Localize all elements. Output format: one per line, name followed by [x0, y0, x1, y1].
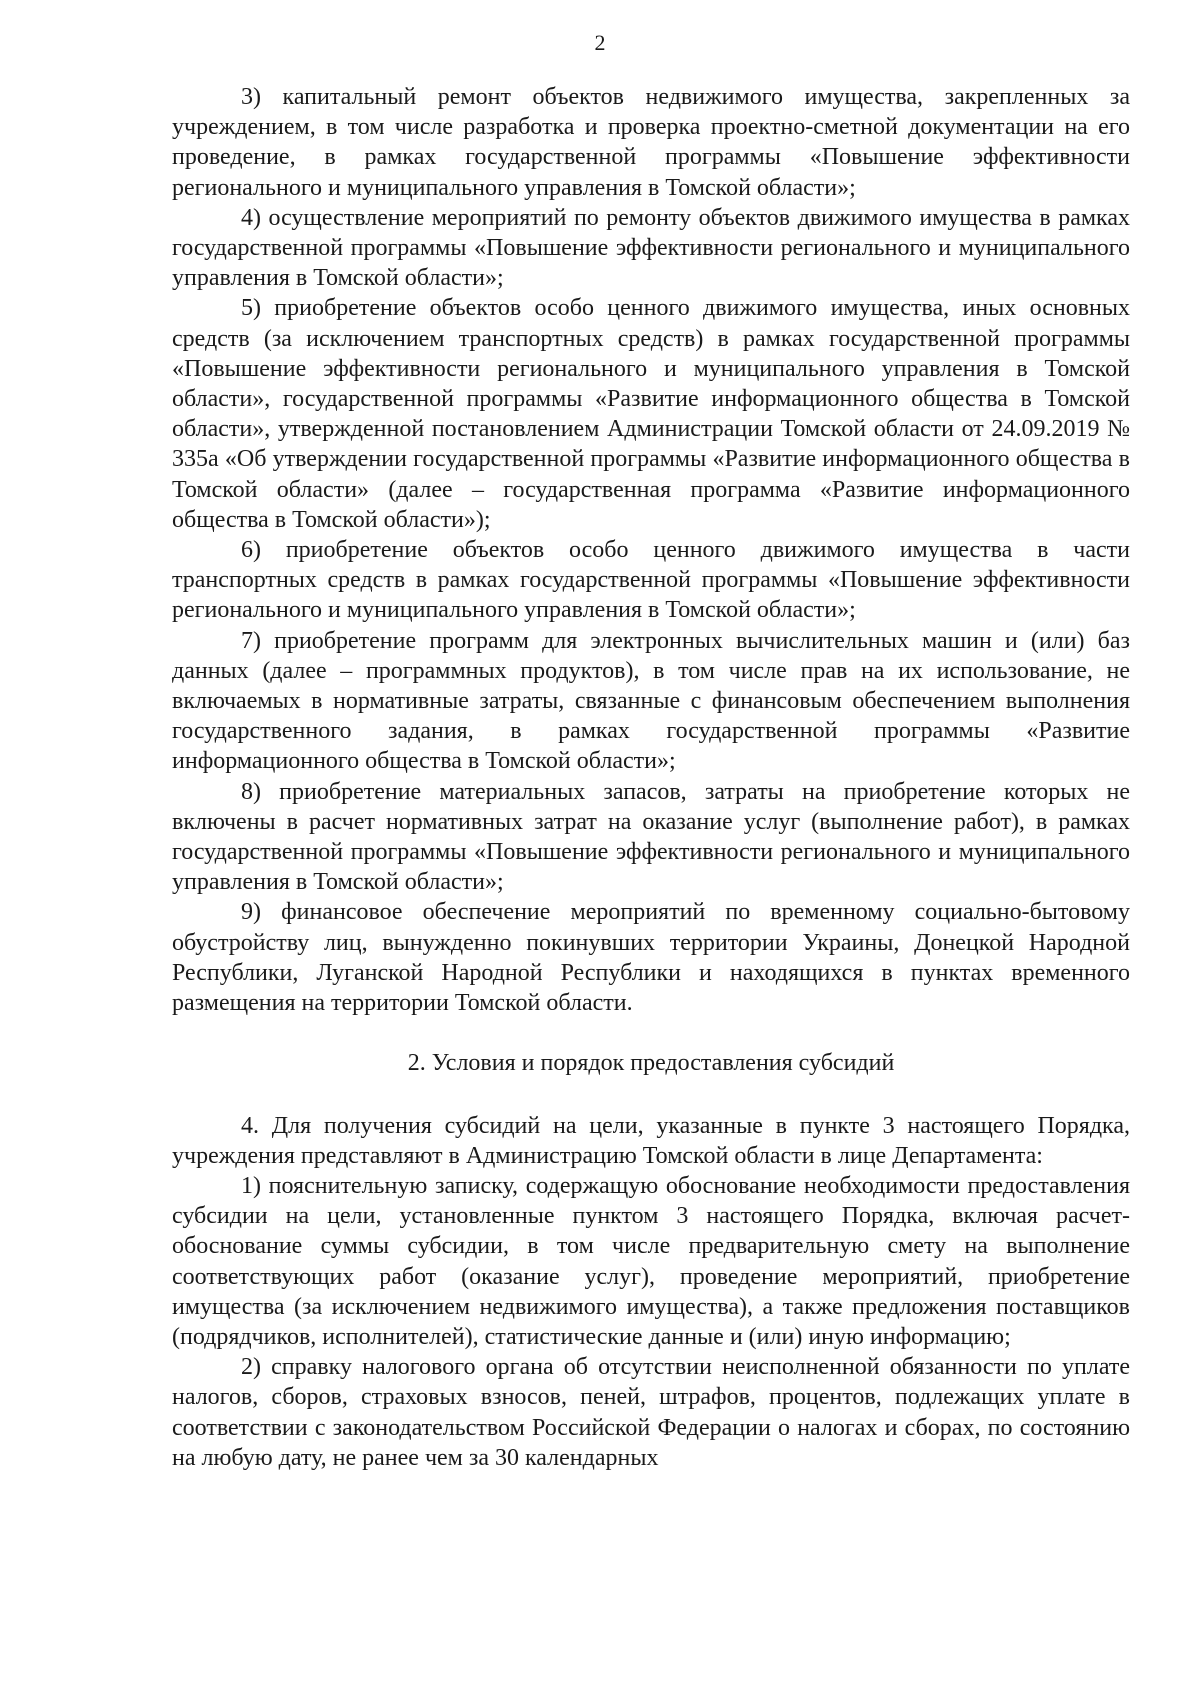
paragraph-clause-4: 4. Для получения субсидий на цели, указанные в пункте 3 настоящего Порядка, учреждения представляют в Администрацию Томской области в лице Департамента:: [172, 1112, 1130, 1169]
page-number: 2: [594, 30, 606, 55]
paragraph-item-3: 3) капитальный ремонт объектов недвижимого имущества, закрепленных за учреждением, в том числе разработка и проверка проектно-сметной документации на его проведение, в рамках государственной программы «Повышение эффективности регионального и муниципального управления в Томской области»;: [172, 84, 1130, 201]
document-body: [172, 82, 1130, 1473]
paragraph-item-4: 4) осуществление мероприятий по ремонту объектов движимого имущества в рамках государственной программы «Повышение эффективности регионального и муниципального управления в Томской области»;: [172, 204, 1130, 292]
paragraph-item-5: 5) приобретение объектов особо ценного движимого имущества, иных основных средств (за исключением транспортных средств) в рамках государственной программы «Повышение эффективности регионального и муниципального управления в Томской области», государственной программы «Развитие информационного общества в Томской области», утвержденной постановлением Администрации Томской области от 24.09.2019 № 335а «Об утверждении государственной программы «Развитие информационного общества в Томской области» (далее – государственная программа «Развитие информационного общества в Томской области»);: [172, 295, 1130, 533]
paragraph-item-9: 9) финансовое обеспечение мероприятий по временному социально-бытовому обустройству лиц, вынужденно покинувших территории Украины, Донецкой Народной Республики, Луганской Народной Республики и находящихся в пунктах временного размещения на территории Томской области.: [172, 899, 1130, 1017]
section-heading: 2. Условия и порядок предоставления субсидий: [407, 1050, 895, 1077]
paragraph-subitem-2: 2) справку налогового органа об отсутствии неисполненной обязанности по уплате налогов, сборов, страховых взносов, пеней, штрафов, процентов, подлежащих уплате в соответствии с законодательством Российской Федерации о налогах и сборах, по состоянию на любую дату, не ранее чем за 30 календарных: [172, 1354, 1130, 1471]
paragraph-subitem-1: 1) пояснительную записку, содержащую обоснование необходимости предоставления субсидии на цели, установленные пунктом 3 настоящего Порядка, включая расчет-обоснование суммы субсидии, в том числе предварительную смету на выполнение соответствующих работ (оказание услуг), проведение мероприятий, приобретение имущества (за исключением недвижимого имущества), а также предложения поставщиков (подрядчиков, исполнителей), статистические данные и (или) иную информацию;: [172, 1172, 1130, 1350]
paragraph-item-8: 8) приобретение материальных запасов, затраты на приобретение которых не включены в расчет нормативных затрат на оказание услуг (выполнение работ), в рамках государственной программы «Повышение эффективности регионального и муниципального управления в Томской области»;: [172, 778, 1130, 896]
paragraph-item-6: 6) приобретение объектов особо ценного движимого имущества в части транспортных средств в рамках государственной программы «Повышение эффективности регионального и муниципального управления в Томской области»;: [172, 537, 1130, 624]
paragraph-item-7: 7) приобретение программ для электронных вычислительных машин и (или) баз данных (далее – программных продуктов), в том числе прав на их использование, не включаемых в нормативные затраты, связанные с финансовым обеспечением выполнения государственного задания, в рамках государственной программы «Развитие информационного общества в Томской области»;: [172, 627, 1130, 775]
